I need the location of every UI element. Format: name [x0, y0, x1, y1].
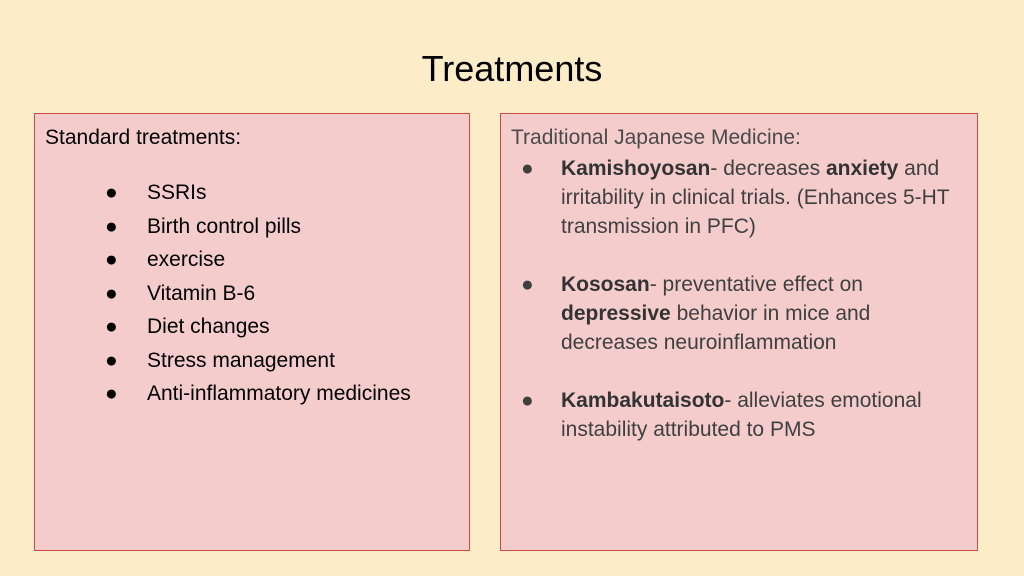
emphasis-text: anxiety: [825, 157, 899, 180]
list-item: ● Kambakutaisoto- alleviates emotional instability attributed to PMS: [521, 386, 971, 444]
traditional-medicine-box: [500, 113, 978, 551]
traditional-medicine-list: [521, 154, 971, 473]
list-item: ● Anti-inflammatory medicines: [105, 377, 411, 411]
list-item: ● Kamishoyosan- decreases anxiety and irritability in clinical trials. (Enhances 5-HT transmission in PFC): [521, 154, 971, 241]
bullet-icon: ●: [521, 157, 534, 180]
bullet-icon: ●: [105, 248, 118, 271]
bullet-icon: ●: [105, 281, 118, 305]
emphasis-text: depressive: [561, 302, 671, 325]
list-item: ● Kososan- preventative effect on depressive behavior in mice and decreases neuroinflammation: [521, 270, 971, 357]
list-item: ● Vitamin B-6: [105, 277, 411, 311]
remedy-name: Kambakutaisoto: [561, 389, 725, 412]
list-item: ● Birth control pills: [105, 210, 411, 244]
standard-treatments-box: [34, 113, 470, 551]
bullet-icon: ●: [105, 214, 118, 238]
traditional-medicine-heading: Traditional Japanese Medicine:: [511, 126, 801, 149]
standard-treatments-heading: Standard treatments:: [45, 126, 242, 149]
bullet-icon: ●: [105, 382, 118, 405]
standard-treatments-list: [105, 176, 411, 411]
bullet-icon: ●: [105, 315, 118, 338]
remedy-name: Kamishoyosan: [561, 157, 711, 180]
list-item: ● Diet changes: [105, 310, 411, 344]
slide-title: Treatments: [421, 48, 603, 89]
list-item: ● exercise: [105, 243, 411, 277]
bullet-icon: ●: [105, 181, 118, 204]
list-item: ● SSRIs: [105, 176, 411, 210]
list-item: ● Stress management: [105, 344, 411, 378]
bullet-icon: ●: [105, 348, 118, 372]
bullet-icon: ●: [521, 273, 534, 296]
bullet-icon: ●: [521, 389, 534, 412]
remedy-name: Kososan: [561, 273, 650, 296]
